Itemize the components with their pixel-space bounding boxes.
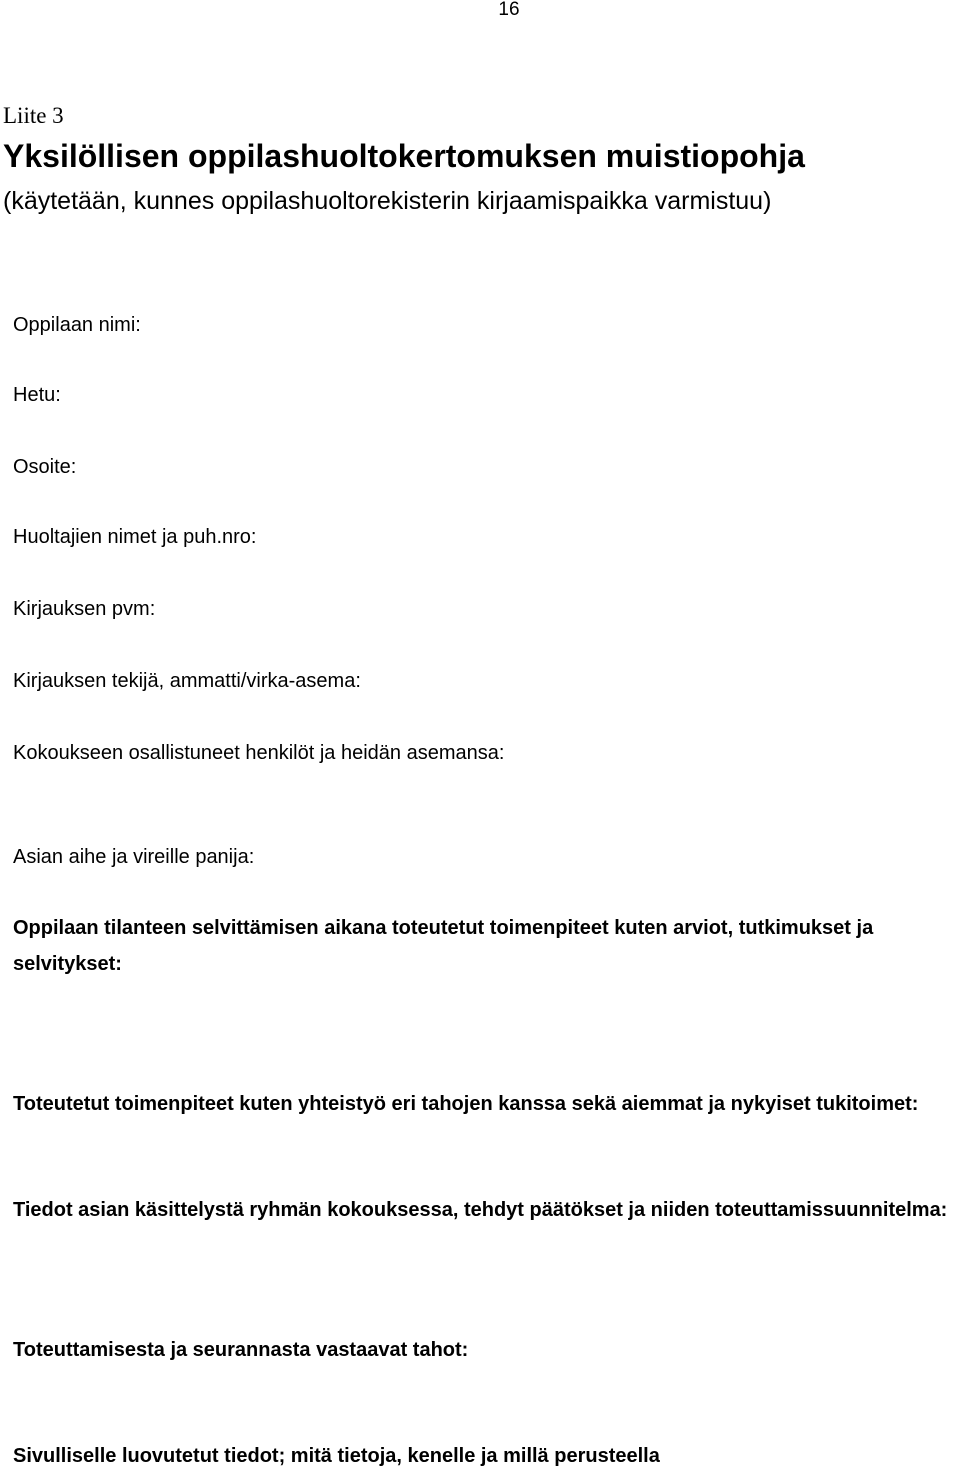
document-subtitle: (käytetään, kunnes oppilashuoltorekisterin kirjaamispaikka varmistuu)	[3, 187, 772, 215]
responsible-parties-heading: Toteuttamisesta ja seurannasta vastaavat tahot:	[13, 1339, 469, 1361]
cooperation-heading: Toteutetut toimenpiteet kuten yhteistyö eri tahojen kanssa sekä aiemmat ja nykyiset tukitoimet:	[13, 1093, 919, 1115]
page-number: 16	[498, 0, 520, 20]
address-label: Osoite:	[13, 456, 77, 478]
group-meeting-heading: Tiedot asian käsittelystä ryhmän kokouksessa, tehdyt päätökset ja niiden toteuttamissuunnitelma:	[13, 1199, 948, 1221]
participants-label: Kokoukseen osallistuneet henkilöt ja heidän asemansa:	[13, 742, 505, 764]
document-title: Yksilöllisen oppilashuoltokertomuksen muistiopohja	[3, 138, 805, 174]
assessments-heading: Oppilaan tilanteen selvittämisen aikana toteutetut toimenpiteet kuten arviot, tutkimukset ja selvitykset:	[13, 917, 874, 975]
appendix-label: Liite 3	[3, 103, 64, 128]
entry-date-label: Kirjauksen pvm:	[13, 598, 156, 620]
topic-label: Asian aihe ja vireille panija:	[13, 846, 255, 868]
guardians-label: Huoltajien nimet ja puh.nro:	[13, 526, 257, 548]
disclosures-heading: Sivulliselle luovutetut tiedot; mitä tietoja, kenelle ja millä perusteella	[13, 1445, 660, 1467]
entry-author-label: Kirjauksen tekijä, ammatti/virka-asema:	[13, 670, 361, 692]
ssn-label: Hetu:	[13, 384, 61, 406]
student-name-label: Oppilaan nimi:	[13, 314, 141, 336]
